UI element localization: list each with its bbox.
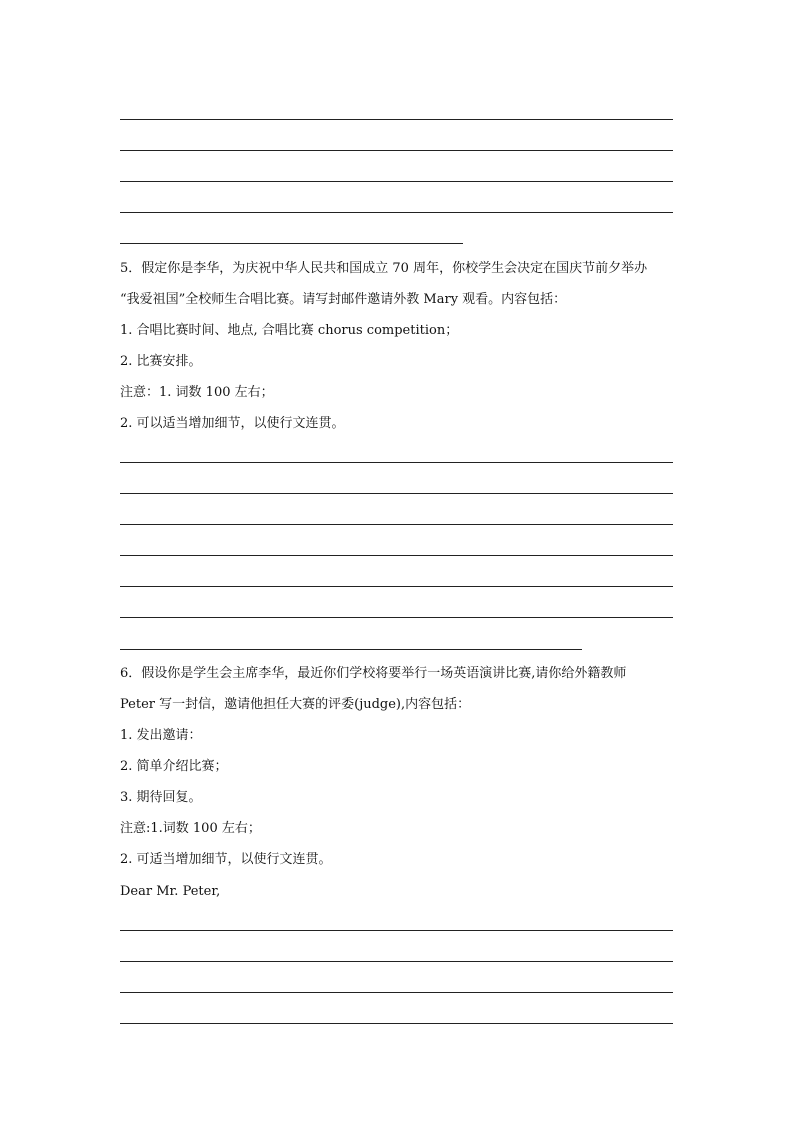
question-6-requirement: 1. 发出邀请： <box>120 728 202 743</box>
answer-line <box>120 555 673 556</box>
answer-line <box>120 119 673 120</box>
answer-line <box>120 992 673 993</box>
answer-line <box>120 961 673 962</box>
answer-line <box>120 617 673 618</box>
answer-line <box>120 181 673 182</box>
question-6-note: 注意:1.词数 100 左右； <box>120 821 261 836</box>
question-5-note: 注意：1. 词数 100 左右； <box>120 385 274 400</box>
question-5-prompt: 5．假定你是李华，为庆祝中华人民共和国成立 70 周年，你校学生会决定在国庆节前夕举办 <box>120 261 648 276</box>
question-5-requirement: 2. 比赛安排。 <box>120 354 202 369</box>
question-6-requirement: 2. 简单介绍比赛； <box>120 759 228 774</box>
answer-line <box>120 462 673 463</box>
answer-line <box>120 150 673 151</box>
letter-salutation: Dear Mr. Peter, <box>120 884 221 899</box>
question-5-prompt: “我爱祖国”全校师生合唱比赛。请写封邮件邀请外教 Mary 观看。内容包括： <box>120 292 567 307</box>
question-5-requirement: 1. 合唱比赛时间、地点, 合唱比赛 chorus competition； <box>120 323 459 338</box>
question-6-requirement: 3. 期待回复。 <box>120 790 202 805</box>
answer-line <box>120 586 673 587</box>
answer-line-short <box>120 243 463 244</box>
answer-line <box>120 930 673 931</box>
question-6-prompt: 6．假设你是学生会主席李华，最近你们学校将要举行一场英语演讲比赛,请你给外籍教师 <box>120 666 627 681</box>
answer-line <box>120 524 673 525</box>
question-6-note: 2. 可适当增加细节，以使行文连贯。 <box>120 852 332 867</box>
answer-line <box>120 1023 673 1024</box>
question-5-note: 2. 可以适当增加细节，以使行文连贯。 <box>120 416 345 431</box>
answer-line-short <box>120 649 582 650</box>
answer-line <box>120 212 673 213</box>
answer-line <box>120 493 673 494</box>
question-6-prompt: Peter 写一封信，邀请他担任大赛的评委(judge),内容包括： <box>120 697 471 712</box>
